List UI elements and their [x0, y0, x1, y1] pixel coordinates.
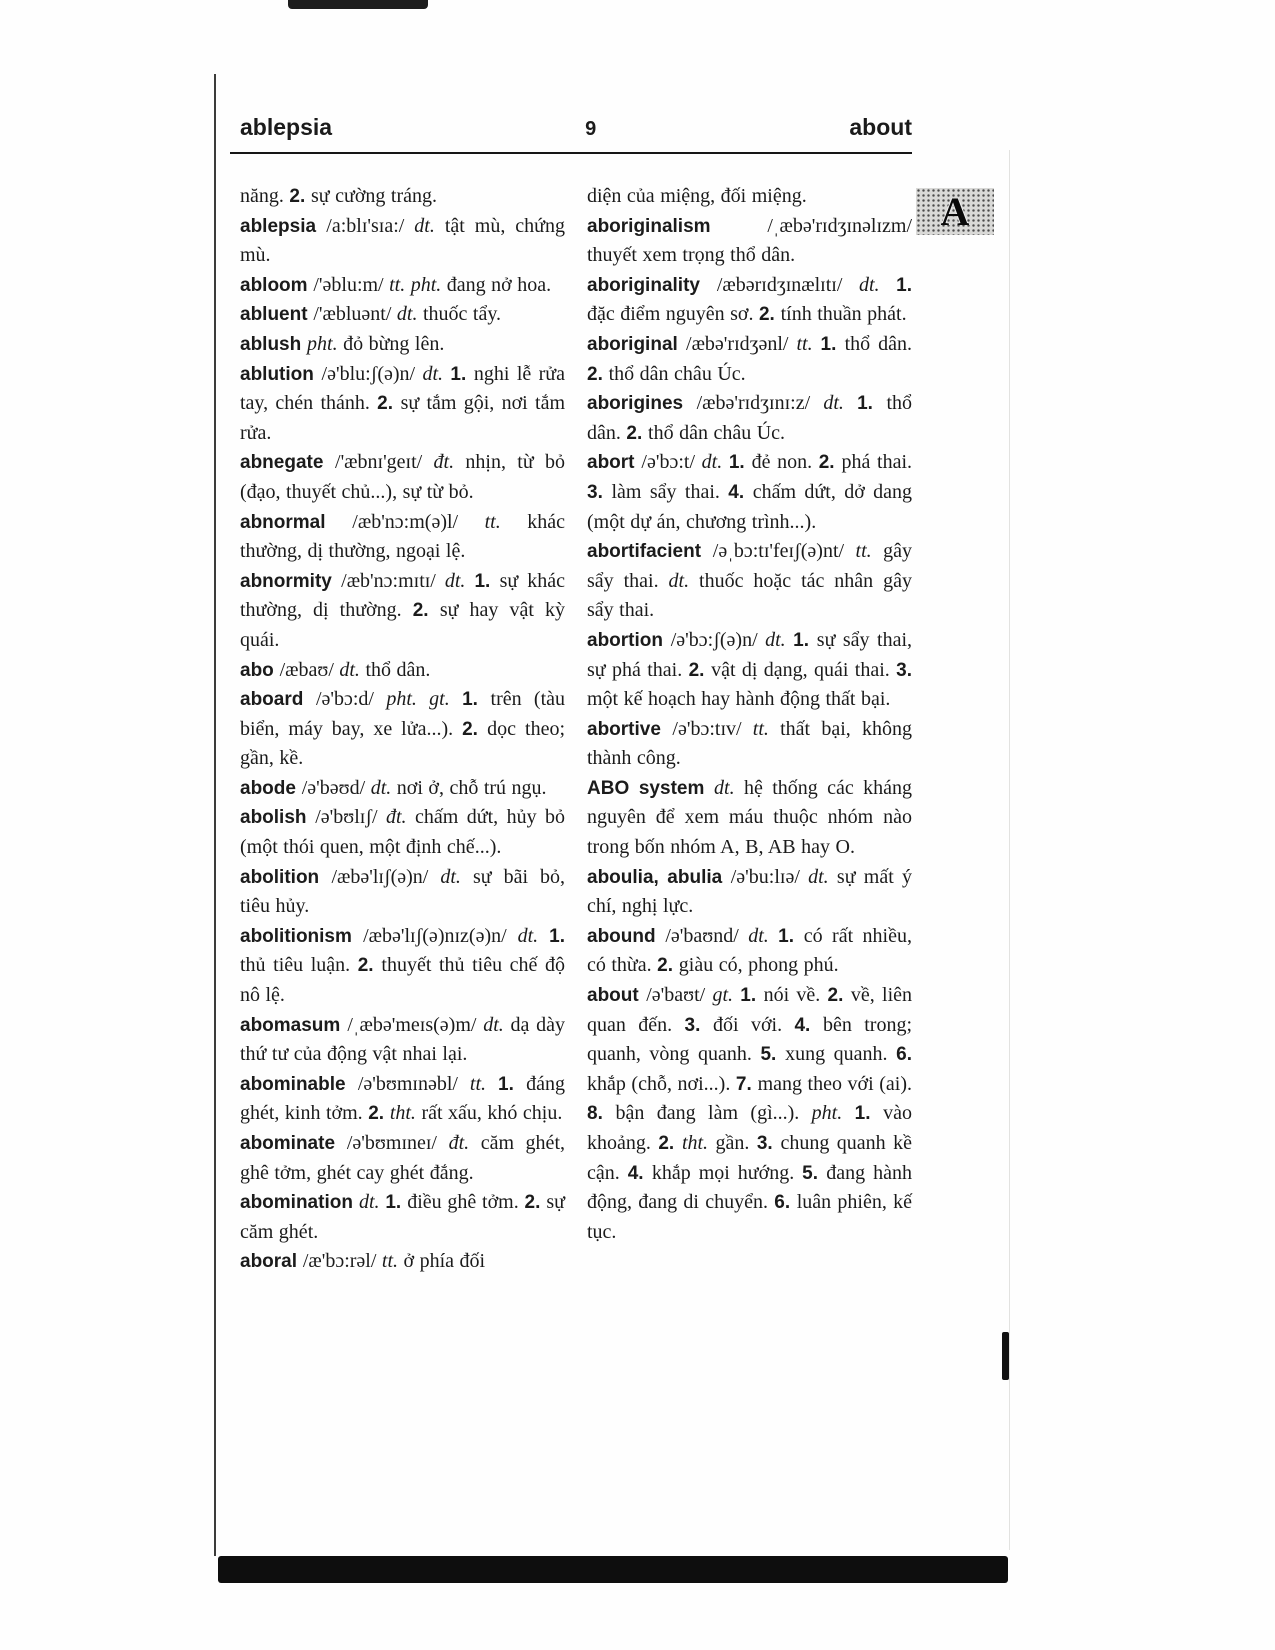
entry-headword-or-number: 3. [896, 659, 913, 681]
definition-text: có rất nhiều, có thừa. [587, 924, 912, 977]
part-of-speech: dt. [444, 569, 475, 592]
definition-text: đẻ non. [751, 451, 819, 474]
entry-headword-or-number: abominate [240, 1133, 347, 1154]
definition-text: bên trong; quanh, vòng quanh. [587, 1013, 912, 1066]
entry-headword-or-number: 2. [462, 718, 488, 740]
definition-text: /æbə'lɪʃ(ə)nɪz(ə)n/ [363, 924, 518, 947]
entry-headword-or-number: 2. [357, 955, 382, 977]
entry-headword-or-number: 1. [498, 1073, 527, 1095]
definition-text: gây sẩy thai. [587, 540, 912, 592]
scan-spine-line [214, 74, 216, 1556]
entry-headword-or-number: 1. [857, 393, 887, 415]
definition-text: thất bại, không thành công. [587, 717, 912, 770]
definition-text: đỏ bừng lên. [343, 332, 445, 355]
definition-text: sự hay vật kỳ quái. [240, 599, 565, 651]
definition-text: trên (tàu biển, máy bay, xe lửa...). [240, 688, 566, 740]
part-of-speech: tt. pht. [389, 273, 447, 296]
entry-headword-or-number: abolitionism [240, 925, 364, 947]
definition-text: sự căm ghét. [240, 1191, 566, 1243]
definition-text: đang hành động, đang di chuyển. [587, 1161, 913, 1214]
definition-text: thổ dân châu Úc. [648, 421, 786, 444]
entry-headword-or-number: 2. [658, 1133, 682, 1154]
entry-headword-or-number: abolish [240, 807, 316, 829]
dictionary-entry [240, 1011, 565, 1070]
entry-headword-or-number: aboard [240, 689, 316, 711]
part-of-speech: tht. [681, 1132, 716, 1154]
definition-text: xung quanh. [785, 1043, 897, 1066]
dictionary-entry [240, 803, 565, 862]
part-of-speech: gt. [712, 984, 741, 1007]
definition-text: mang theo với (ai). [757, 1072, 912, 1095]
part-of-speech: dt. [370, 776, 397, 799]
entry-headword-or-number: 3. [684, 1014, 714, 1036]
entry-headword-or-number: 2. [827, 985, 851, 1007]
entry-headword-or-number: ablush [240, 333, 308, 355]
entry-headword-or-number: ablepsia [240, 215, 327, 237]
definition-text: điều ghê tởm. [407, 1191, 525, 1214]
entry-headword-or-number: abnegate [240, 452, 336, 474]
dictionary-entry [240, 1188, 565, 1247]
scan-top-mark [288, 0, 428, 9]
definition-text: thuyết thủ tiêu chế độ nô lệ. [240, 954, 565, 1007]
definition-text: sự cường tráng. [311, 185, 438, 207]
definition-text: /ˌæbə'rɪdʒɪnəlɪzm/ thuyết xem trọng thổ dân. [587, 214, 912, 267]
definition-text: chung quanh kề cận. [587, 1132, 912, 1184]
scan-bottom-bar [218, 1556, 1008, 1583]
part-of-speech: dt. [701, 451, 729, 474]
entry-headword-or-number: 2. [657, 955, 679, 977]
definition-text: /ˌæbə'meɪs(ə)m/ [347, 1013, 484, 1036]
entry-headword-or-number: aboulia, abulia [587, 866, 731, 888]
definition-text: bận đang làm (gì...). [615, 1102, 812, 1125]
entry-headword-or-number: abnormal [240, 511, 353, 533]
part-of-speech: dt. [414, 214, 445, 237]
definition-text: /ə'blu:ʃ(ə)n/ [321, 362, 423, 385]
part-of-speech: dt. [765, 628, 794, 651]
entry-headword-or-number: abortion [587, 629, 671, 651]
definition-text: vật dị dạng, quái thai. [711, 658, 897, 681]
entry-headword-or-number: 1. [385, 1192, 408, 1214]
definition-text: hệ thống các kháng nguyên để xem máu thuộc nhóm nào trong bốn nhóm A, B, AB hay O. [587, 776, 912, 859]
dictionary-entry [240, 271, 565, 301]
entry-headword-or-number: aboriginalism [587, 215, 768, 237]
dictionary-entry [240, 656, 565, 686]
entry-headword-or-number: 1. [896, 274, 912, 296]
entry-headword-or-number: 1. [450, 363, 474, 385]
definition-text: tật mù, chứng mù. [240, 214, 565, 267]
definition-text: /əˌbɔ:tɪ'feɪʃ(ə)nt/ [712, 540, 856, 563]
definition-text: khắp mọi hướng. [651, 1161, 803, 1184]
dictionary-entry [587, 981, 912, 1247]
dictionary-entry [587, 330, 912, 389]
part-of-speech: pht. [811, 1102, 855, 1125]
definition-text: nơi ở, chỗ trú ngụ. [396, 776, 547, 799]
dictionary-entry [587, 537, 912, 626]
entry-headword-or-number: 1. [854, 1103, 884, 1125]
definition-text: /a:blɪ'sɪa:/ [326, 214, 415, 237]
definition-text: thuốc tẩy. [422, 303, 502, 326]
entry-headword-or-number: abort [587, 452, 642, 474]
definition-text: khắp (chỗ, nơi...). [587, 1072, 736, 1095]
dictionary-entry [240, 330, 565, 360]
entry-headword-or-number: 2. [758, 304, 781, 326]
definition-text: /ə'bʊmɪnəbl/ [357, 1072, 470, 1095]
definition-text: một kế hoạch hay hành động thất bại. [587, 688, 891, 711]
entry-headword-or-number: 2. [587, 363, 609, 385]
entry-headword-or-number: 4. [627, 1162, 652, 1184]
column-right [587, 182, 912, 1277]
part-of-speech: đt. [386, 806, 415, 829]
entry-headword-or-number: ablution [240, 363, 322, 385]
dictionary-entry [240, 212, 565, 271]
entry-headword-or-number: 5. [802, 1162, 827, 1184]
dictionary-entry [587, 922, 912, 981]
part-of-speech: dt. [339, 658, 366, 681]
part-of-speech: đt. [433, 451, 466, 474]
dictionary-entry [240, 567, 565, 656]
dictionary-entry [587, 389, 912, 448]
dictionary-entry [240, 863, 565, 922]
definition-text: giàu có, phong phú. [678, 954, 839, 977]
entry-headword-or-number: about [587, 985, 647, 1007]
entry-headword-or-number: 7. [735, 1073, 758, 1095]
entry-headword-or-number: 2. [377, 393, 401, 415]
dictionary-entry [240, 508, 565, 567]
definition-text: thuốc hoặc tác nhân gây sẩy thai. [587, 569, 912, 622]
definition-text: diện của miệng, đối miệng. [587, 185, 807, 207]
part-of-speech: pht. [307, 332, 344, 355]
dictionary-entry [240, 1129, 565, 1188]
definition-text: /ə'bʊlɪʃ/ [315, 806, 386, 829]
dictionary-entry [587, 182, 912, 212]
definition-text: /ə'bɔ:d/ [315, 688, 387, 711]
dictionary-entry [587, 212, 912, 271]
definition-text: gần. [715, 1132, 757, 1154]
dictionary-entry [587, 715, 912, 774]
definition-text: rất xấu, khó chịu. [421, 1102, 563, 1125]
definition-text: /æbərɪdʒɪnælɪtɪ/ [716, 273, 859, 296]
definition-text: /æ'bɔ:rəl/ [302, 1250, 382, 1273]
definition-text: /ə'bɔ:t/ [641, 451, 702, 474]
dictionary-entry [240, 685, 565, 774]
scan-right-edge-mark [1002, 1332, 1009, 1380]
running-header [240, 114, 912, 141]
entry-headword-or-number: aborigines [587, 393, 697, 415]
definition-text: sự bãi bỏ, tiêu hủy. [240, 865, 566, 918]
dictionary-entry [240, 774, 565, 804]
part-of-speech: dt. [422, 362, 451, 385]
entry-headword-or-number: 2. [688, 659, 712, 681]
entry-headword-or-number: 1. [474, 570, 500, 592]
definition-text: thổ dân. [844, 332, 912, 355]
entry-headword-or-number: 5. [760, 1044, 786, 1066]
part-of-speech: tt. [796, 332, 821, 355]
entry-headword-or-number: abominable [240, 1073, 358, 1095]
definition-text: sự sẩy thai, sự phá thai. [587, 628, 913, 681]
definition-text: đáng ghét, kinh tởm. [240, 1072, 565, 1125]
definition-text: làm sẩy thai. [611, 480, 729, 503]
part-of-speech: dt. [823, 392, 858, 415]
entry-headword-or-number: 2. [524, 1192, 547, 1214]
part-of-speech: dt. [714, 776, 744, 799]
definition-text: chấm dứt, dở dang (một dự án, chương trình...). [587, 480, 913, 533]
entry-headword-or-number: 1. [820, 333, 845, 355]
header-rule [230, 152, 912, 154]
definition-text: ở phía đối [403, 1250, 486, 1273]
entry-headword-or-number: 4. [794, 1014, 823, 1036]
definition-text: /ə'bɔ:ʃ(ə)n/ [670, 628, 766, 651]
entry-headword-or-number: 3. [587, 481, 612, 503]
column-left [240, 182, 565, 1277]
definition-text: dọc theo; gần, kề. [240, 717, 566, 770]
definition-text: /ə'bʊmɪneɪ/ [346, 1132, 449, 1154]
definition-text: đối với. [713, 1013, 795, 1036]
definition-text: sự mất ý chí, nghị lực. [587, 865, 913, 918]
entry-headword-or-number: 2. [412, 600, 440, 622]
dictionary-entry [240, 1070, 565, 1129]
definition-text: /'æbluənt/ [313, 303, 397, 326]
entry-headword-or-number: abortive [587, 718, 673, 740]
part-of-speech: tt. [484, 510, 528, 533]
definition-text: khác thường, dị thường, ngoại lệ. [240, 510, 565, 563]
definition-text: chấm dứt, hủy bỏ (một thói quen, một định chế...). [240, 806, 565, 859]
definition-text: thổ dân. [587, 392, 912, 444]
definition-text: căm ghét, ghê tởm, ghét cay ghét đắng. [240, 1132, 565, 1184]
definition-text: /æbə'lɪʃ(ə)n/ [331, 865, 441, 888]
definition-text: tính thuần phát. [780, 303, 907, 326]
part-of-speech: tt. [855, 540, 884, 563]
part-of-speech: dt. [748, 924, 779, 947]
definition-text: dạ dày thứ tư của động vật nhai lại. [240, 1013, 565, 1066]
definition-text: nói về. [763, 984, 828, 1007]
definition-text: /'əblu:m/ [313, 273, 390, 296]
definition-text: luân phiên, kế tục. [587, 1191, 913, 1243]
entry-headword-or-number: 8. [587, 1103, 616, 1125]
definition-text: nghi lễ rửa tay, chén thánh. [240, 362, 566, 415]
definition-text: /ə'bəʊd/ [301, 776, 371, 799]
entry-headword-or-number: 2. [818, 452, 842, 474]
part-of-speech: tt. [752, 717, 781, 740]
entry-headword-or-number: abloom [240, 274, 314, 296]
entry-headword-or-number: abortifacient [587, 541, 713, 563]
entry-headword-or-number: 1. [728, 452, 752, 474]
entry-headword-or-number: 1. [778, 925, 804, 947]
entry-headword-or-number: abo [240, 659, 280, 681]
entry-headword-or-number: aboriginal [587, 333, 687, 355]
definition-text: về, liên quan đến. [587, 984, 913, 1036]
definition-text: vào khoảng. [587, 1102, 913, 1154]
entry-headword-or-number: aboral [240, 1251, 303, 1273]
definition-text: thổ dân. [365, 658, 431, 681]
entry-headword-or-number: abomasum [240, 1014, 348, 1036]
entry-headword-or-number: abomination [240, 1192, 359, 1214]
definition-text: /'æbnɪ'geɪt/ [335, 451, 434, 474]
entry-headword-or-number: ABO system [587, 777, 715, 799]
letter-tab-label: A [940, 189, 970, 234]
definition-text: /æb'nɔ:mɪtɪ/ [341, 569, 445, 592]
entry-headword-or-number: 6. [896, 1044, 912, 1066]
letter-tab-A [916, 188, 994, 235]
dictionary-entry [587, 271, 912, 330]
definition-text: /æb'nɔ:m(ə)l/ [352, 510, 485, 533]
entry-headword-or-number: abolition [240, 866, 332, 888]
dictionary-body [240, 182, 912, 1277]
header-left-word: ablepsia [240, 114, 333, 140]
entry-headword-or-number: 1. [462, 689, 491, 711]
entry-headword-or-number: aboriginality [587, 274, 717, 296]
definition-text: /ə'baʊnd/ [665, 924, 749, 947]
entry-headword-or-number: abnormity [240, 570, 342, 592]
entry-headword-or-number: 2. [626, 422, 649, 444]
part-of-speech: dt. [396, 303, 423, 326]
part-of-speech: pht. gt. [386, 688, 463, 711]
entry-headword-or-number: abluent [240, 304, 314, 326]
definition-text: phá thai. [841, 451, 912, 474]
part-of-speech: dt. [358, 1191, 386, 1214]
part-of-speech: dt. [808, 865, 837, 888]
definition-text: /ə'baʊt/ [646, 984, 713, 1007]
part-of-speech: tht. [389, 1102, 422, 1125]
entry-headword-or-number: 6. [774, 1192, 797, 1214]
definition-text: sự tắm gội, nơi tắm rửa. [240, 392, 565, 444]
entry-headword-or-number: 3. [756, 1133, 781, 1154]
scan-page-edge [1009, 150, 1010, 1550]
part-of-speech: dt. [483, 1013, 511, 1036]
definition-text: /ə'bɔ:tɪv/ [672, 717, 753, 740]
part-of-speech: tt. [469, 1072, 499, 1095]
entry-headword-or-number: 2. [368, 1103, 390, 1125]
entry-headword-or-number: 1. [740, 985, 764, 1007]
header-right-word: about [849, 114, 912, 140]
dictionary-entry [240, 182, 565, 212]
definition-text: /æbaʊ/ [279, 658, 340, 681]
entry-headword-or-number: 2. [289, 186, 312, 207]
entry-headword-or-number: 1. [793, 629, 817, 651]
entry-headword-or-number: 4. [728, 481, 753, 503]
page-number: 9 [585, 118, 597, 140]
part-of-speech: đt. [448, 1132, 481, 1154]
definition-text: /ə'bu:lɪə/ [730, 865, 809, 888]
part-of-speech: dt. [858, 273, 897, 296]
part-of-speech: dt. [440, 865, 473, 888]
part-of-speech: tt. [381, 1250, 404, 1273]
dictionary-entry [240, 360, 565, 449]
definition-text: sự khác thường, dị thường. [240, 569, 565, 622]
definition-text: thổ dân châu Úc. [608, 362, 746, 385]
dictionary-entry [240, 1247, 565, 1277]
definition-text: đặc điểm nguyên sơ. [587, 303, 759, 326]
definition-text: /æbə'rɪdʒənl/ [686, 332, 797, 355]
dictionary-entry [587, 448, 912, 537]
definition-text: năng. [240, 185, 290, 207]
definition-text: nhịn, từ bỏ (đạo, thuyết chủ...), sự từ bỏ. [240, 451, 565, 503]
dictionary-entry [240, 448, 565, 507]
definition-text: thủ tiêu luận. [240, 954, 358, 977]
dictionary-entry [587, 626, 912, 715]
definition-text: đang nở hoa. [446, 273, 552, 296]
dictionary-entry [587, 774, 912, 863]
definition-text: /æbə'rɪdʒɪnɪ:z/ [696, 392, 824, 415]
entry-headword-or-number: 1. [549, 925, 565, 947]
dictionary-entry [240, 922, 565, 1011]
entry-headword-or-number: abound [587, 925, 666, 947]
dictionary-entry [587, 863, 912, 922]
dictionary-entry [240, 300, 565, 330]
part-of-speech: dt. [517, 924, 550, 947]
part-of-speech: dt. [668, 569, 700, 592]
entry-headword-or-number: abode [240, 777, 302, 799]
